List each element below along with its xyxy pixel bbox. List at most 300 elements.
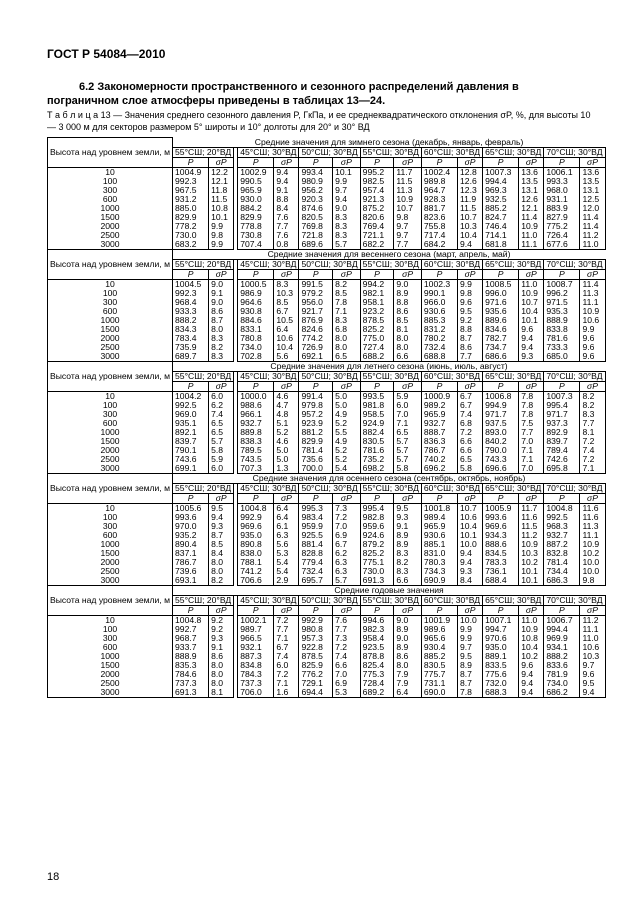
- symbol-p: P: [173, 381, 209, 391]
- value-cell: 12.6: [458, 177, 483, 186]
- value-cell: 964.7: [421, 186, 457, 195]
- value-cell: 10.4: [274, 343, 299, 352]
- value-cell: 5.0: [333, 391, 361, 401]
- value-cell: 932.7: [544, 531, 580, 540]
- value-cell: 696.6: [483, 464, 519, 474]
- value-cell: 8.2: [333, 279, 361, 289]
- value-cell: 969.3: [483, 186, 519, 195]
- symbol-sigma: σP: [333, 605, 361, 615]
- value-cell: 968.3: [544, 522, 580, 531]
- value-cell: 5.5: [333, 428, 361, 437]
- value-cell: 993.5: [360, 391, 394, 401]
- value-cell: 9.5: [580, 679, 605, 688]
- coord-header: 55°СШ; 20°ВД: [173, 483, 234, 493]
- value-cell: 11.3: [394, 186, 422, 195]
- value-cell: 884.6: [238, 316, 274, 325]
- value-cell: 7.7: [519, 428, 544, 437]
- value-cell: 12.3: [458, 186, 483, 195]
- value-cell: 8.7: [209, 316, 234, 325]
- coord-header: 70°СШ; 30°ВД: [544, 483, 605, 493]
- value-cell: 1.3: [274, 464, 299, 474]
- value-cell: 921.3: [360, 195, 394, 204]
- value-cell: 10.9: [519, 222, 544, 231]
- value-cell: 9.2: [458, 316, 483, 325]
- value-cell: 6.4: [274, 513, 299, 522]
- value-cell: 969.0: [173, 410, 209, 419]
- value-cell: 1001.9: [421, 615, 457, 625]
- value-cell: 10.4: [519, 307, 544, 316]
- value-cell: 10.9: [519, 289, 544, 298]
- value-cell: 932.7: [421, 419, 457, 428]
- value-cell: 769.8: [299, 222, 333, 231]
- value-cell: 6.0: [209, 391, 234, 401]
- value-cell: 9.1: [394, 522, 422, 531]
- value-cell: 884.2: [238, 204, 274, 213]
- value-cell: 743.3: [483, 455, 519, 464]
- value-cell: 9.1: [209, 643, 234, 652]
- value-cell: 686.6: [483, 352, 519, 362]
- value-cell: 683.2: [173, 240, 209, 250]
- symbol-sigma: σP: [580, 381, 605, 391]
- value-cell: 959.6: [360, 522, 394, 531]
- value-cell: 937.3: [544, 419, 580, 428]
- value-cell: 982.5: [360, 177, 394, 186]
- value-cell: 935.0: [238, 531, 274, 540]
- value-cell: 6.3: [333, 567, 361, 576]
- value-cell: 5.7: [394, 437, 422, 446]
- value-cell: 6.7: [333, 540, 361, 549]
- symbol-sigma: σP: [394, 493, 422, 503]
- symbol-p: P: [299, 605, 333, 615]
- value-cell: 935.2: [173, 531, 209, 540]
- value-cell: 10.3: [458, 222, 483, 231]
- height-cell: 1500: [48, 325, 173, 334]
- value-cell: 8.5: [333, 289, 361, 298]
- height-cell: 1000: [48, 540, 173, 549]
- value-cell: 8.6: [394, 652, 422, 661]
- value-cell: 11.4: [580, 279, 605, 289]
- value-cell: 11.0: [519, 279, 544, 289]
- value-cell: 965.6: [421, 634, 457, 643]
- value-cell: 7.2: [580, 455, 605, 464]
- value-cell: 7.1: [580, 464, 605, 474]
- pressure-table: [47, 137, 606, 698]
- value-cell: 780.2: [421, 334, 457, 343]
- value-cell: 10.7: [519, 298, 544, 307]
- value-cell: 6.5: [394, 428, 422, 437]
- value-cell: 9.4: [580, 688, 605, 698]
- value-cell: 5.7: [394, 446, 422, 455]
- value-cell: 979.8: [299, 401, 333, 410]
- value-cell: 833.6: [544, 661, 580, 670]
- value-cell: 840.2: [483, 437, 519, 446]
- height-header: Высота над уровнем земли, м: [48, 473, 173, 503]
- value-cell: 688.2: [360, 352, 394, 362]
- value-cell: 992.5: [173, 401, 209, 410]
- value-cell: 5.6: [274, 352, 299, 362]
- value-cell: 7.4: [580, 446, 605, 455]
- value-cell: 707.4: [238, 240, 274, 250]
- symbol-p: P: [483, 381, 519, 391]
- value-cell: 928.3: [421, 195, 457, 204]
- symbol-sigma: σP: [519, 381, 544, 391]
- value-cell: 9.9: [333, 177, 361, 186]
- value-cell: 8.3: [333, 231, 361, 240]
- value-cell: 8.0: [333, 334, 361, 343]
- value-cell: 989.4: [421, 513, 457, 522]
- value-cell: 11.4: [519, 213, 544, 222]
- value-cell: 779.4: [299, 558, 333, 567]
- value-cell: 983.4: [299, 513, 333, 522]
- value-cell: 688.8: [421, 352, 457, 362]
- value-cell: 776.2: [299, 670, 333, 679]
- value-cell: 10.9: [519, 540, 544, 549]
- value-cell: 6.8: [458, 419, 483, 428]
- value-cell: 834.5: [483, 549, 519, 558]
- value-cell: 11.6: [580, 513, 605, 522]
- value-cell: 688.3: [483, 688, 519, 698]
- value-cell: 7.4: [209, 410, 234, 419]
- value-cell: 991.4: [299, 391, 333, 401]
- value-cell: 4.6: [274, 391, 299, 401]
- value-cell: 993.4: [299, 167, 333, 177]
- value-cell: 8.0: [209, 558, 234, 567]
- value-cell: 9.9: [580, 325, 605, 334]
- value-cell: 882.4: [360, 428, 394, 437]
- value-cell: 9.4: [274, 167, 299, 177]
- value-cell: 10.6: [580, 316, 605, 325]
- value-cell: 9.6: [580, 670, 605, 679]
- value-cell: 741.2: [238, 567, 274, 576]
- value-cell: 10.0: [458, 615, 483, 625]
- height-cell: 300: [48, 186, 173, 195]
- symbol-sigma: σP: [333, 493, 361, 503]
- coord-header: 70°СШ; 30°ВД: [544, 371, 605, 381]
- value-cell: 9.9: [458, 634, 483, 643]
- value-cell: 5.0: [333, 401, 361, 410]
- value-cell: 889.1: [483, 652, 519, 661]
- value-cell: 9.8: [209, 231, 234, 240]
- value-cell: 734.4: [544, 567, 580, 576]
- value-cell: 684.2: [421, 240, 457, 250]
- value-cell: 8.4: [274, 204, 299, 213]
- value-cell: 992.3: [173, 177, 209, 186]
- value-cell: 968.4: [173, 298, 209, 307]
- value-cell: 1002.1: [238, 615, 274, 625]
- value-cell: 5.8: [458, 464, 483, 474]
- value-cell: 967.5: [173, 186, 209, 195]
- value-cell: 885.2: [421, 652, 457, 661]
- symbol-p: P: [544, 381, 580, 391]
- symbol-p: P: [544, 605, 580, 615]
- value-cell: 5.9: [209, 455, 234, 464]
- coord-header: 55°СШ; 20°ВД: [173, 147, 234, 157]
- height-cell: 600: [48, 419, 173, 428]
- value-cell: 10.0: [580, 567, 605, 576]
- coord-header: 65°СШ; 30°ВД: [483, 259, 544, 269]
- block-title: Средние значения для осеннего сезона (сентябрь, октябрь, ноябрь): [173, 473, 606, 483]
- symbol-sigma: σP: [209, 605, 234, 615]
- value-cell: 996.0: [483, 289, 519, 298]
- symbol-p: P: [483, 605, 519, 615]
- symbol-p: P: [360, 381, 394, 391]
- value-cell: 11.1: [580, 625, 605, 634]
- value-cell: 837.1: [173, 549, 209, 558]
- value-cell: 6.4: [394, 688, 422, 698]
- section-paragraph: 6.2 Закономерности пространственного и сезонного распределений давления в пограничном слое атмосферы приведены в таблицах 13—24.: [47, 81, 519, 107]
- height-cell: 3000: [48, 352, 173, 362]
- value-cell: 971.6: [483, 298, 519, 307]
- block-title-row: [48, 138, 606, 148]
- value-cell: 775.3: [360, 670, 394, 679]
- value-cell: 8.8: [394, 298, 422, 307]
- height-cell: 600: [48, 195, 173, 204]
- coord-header: 65°СШ; 30°ВД: [483, 147, 544, 157]
- value-cell: 7.2: [458, 428, 483, 437]
- value-cell: 11.4: [580, 222, 605, 231]
- value-cell: 887.2: [544, 540, 580, 549]
- value-cell: 11.6: [519, 513, 544, 522]
- value-cell: 5.0: [274, 446, 299, 455]
- value-cell: 7.6: [274, 213, 299, 222]
- height-cell: 3000: [48, 576, 173, 586]
- coord-header: 55°СШ; 20°ВД: [173, 259, 234, 269]
- value-cell: 1007.3: [483, 167, 519, 177]
- value-cell: 10.8: [519, 634, 544, 643]
- symbol-sigma: σP: [209, 493, 234, 503]
- value-cell: 775.7: [421, 670, 457, 679]
- value-cell: 8.0: [209, 661, 234, 670]
- value-cell: 989.2: [421, 401, 457, 410]
- symbol-p: P: [360, 269, 394, 279]
- symbol-sigma: σP: [333, 157, 361, 167]
- value-cell: 691.3: [360, 576, 394, 586]
- value-cell: 7.2: [274, 670, 299, 679]
- value-cell: 2.9: [274, 576, 299, 586]
- value-cell: 992.7: [173, 625, 209, 634]
- value-cell: 686.3: [544, 576, 580, 586]
- value-cell: 730.0: [173, 231, 209, 240]
- value-cell: 831.0: [421, 549, 457, 558]
- value-cell: 8.5: [274, 298, 299, 307]
- value-cell: 9.0: [209, 279, 234, 289]
- value-cell: 958.4: [360, 634, 394, 643]
- value-cell: 12.1: [519, 204, 544, 213]
- value-cell: 9.5: [458, 652, 483, 661]
- value-cell: 820.6: [360, 213, 394, 222]
- value-cell: 995.3: [299, 503, 333, 513]
- symbol-p: P: [238, 381, 274, 391]
- height-cell: 600: [48, 307, 173, 316]
- value-cell: 832.8: [544, 549, 580, 558]
- height-cell: 100: [48, 513, 173, 522]
- value-cell: 9.5: [209, 503, 234, 513]
- value-cell: 876.9: [299, 316, 333, 325]
- value-cell: 11.5: [458, 204, 483, 213]
- value-cell: 924.9: [360, 419, 394, 428]
- value-cell: 7.8: [458, 688, 483, 698]
- value-cell: 10.3: [519, 549, 544, 558]
- value-cell: 9.8: [458, 289, 483, 298]
- value-cell: 957.3: [299, 634, 333, 643]
- value-cell: 735.6: [299, 455, 333, 464]
- value-cell: 831.2: [421, 325, 457, 334]
- table-row: [48, 240, 606, 250]
- value-cell: 970.6: [483, 634, 519, 643]
- symbol-p: P: [238, 269, 274, 279]
- symbol-sigma: σP: [580, 269, 605, 279]
- table-row: [48, 576, 606, 586]
- value-cell: 995.4: [360, 503, 394, 513]
- value-cell: 888.9: [544, 316, 580, 325]
- value-cell: 8.0: [209, 670, 234, 679]
- value-cell: 824.7: [483, 213, 519, 222]
- coord-header: 60°СШ; 30°ВД: [421, 595, 482, 605]
- value-cell: 993.6: [173, 513, 209, 522]
- value-cell: 729.1: [299, 679, 333, 688]
- value-cell: 5.8: [394, 464, 422, 474]
- value-cell: 5.4: [274, 567, 299, 576]
- value-cell: 887.3: [238, 652, 274, 661]
- value-cell: 706.6: [238, 576, 274, 586]
- value-cell: 742.6: [544, 455, 580, 464]
- value-cell: 11.1: [580, 531, 605, 540]
- value-cell: 12.0: [580, 204, 605, 213]
- value-cell: 830.5: [360, 437, 394, 446]
- value-cell: 4.7: [274, 401, 299, 410]
- value-cell: 932.7: [238, 419, 274, 428]
- block-title-row: [48, 361, 606, 371]
- value-cell: 5.4: [274, 558, 299, 567]
- value-cell: 1005.6: [173, 503, 209, 513]
- height-cell: 2000: [48, 670, 173, 679]
- value-cell: 9.7: [458, 643, 483, 652]
- value-cell: 11.2: [580, 231, 605, 240]
- value-cell: 6.6: [458, 446, 483, 455]
- value-cell: 8.0: [209, 325, 234, 334]
- value-cell: 9.4: [209, 513, 234, 522]
- symbol-sigma: σP: [580, 157, 605, 167]
- value-cell: 780.8: [238, 334, 274, 343]
- table-caption: Т а б л и ц а 13 — Значения среднего сезонного давления P, ГкПа, и ее среднеквадратического отклонения σP, %, для высоты 10 — 3 000 м для секторов размером 5° широты и 10° долготы для 20° и 30° ВД: [47, 110, 591, 132]
- value-cell: 13.6: [519, 167, 544, 177]
- value-cell: 691.3: [173, 688, 209, 698]
- symbol-p: P: [299, 157, 333, 167]
- value-cell: 10.3: [580, 652, 605, 661]
- value-cell: 7.2: [580, 437, 605, 446]
- value-cell: 956.0: [299, 298, 333, 307]
- value-cell: 5.7: [333, 240, 361, 250]
- value-cell: 9.4: [519, 334, 544, 343]
- coord-header: 45°СШ; 30°ВД: [238, 483, 299, 493]
- value-cell: 5.7: [209, 437, 234, 446]
- height-cell: 2500: [48, 455, 173, 464]
- value-cell: 964.6: [238, 298, 274, 307]
- value-cell: 731.1: [421, 679, 457, 688]
- value-cell: 971.7: [483, 410, 519, 419]
- value-cell: 734.0: [544, 679, 580, 688]
- height-cell: 100: [48, 289, 173, 298]
- value-cell: 7.4: [333, 652, 361, 661]
- value-cell: 789.5: [238, 446, 274, 455]
- value-cell: 824.6: [299, 325, 333, 334]
- value-cell: 1002.9: [238, 167, 274, 177]
- value-cell: 784.6: [173, 670, 209, 679]
- height-cell: 3000: [48, 240, 173, 250]
- value-cell: 6.4: [274, 503, 299, 513]
- value-cell: 889.6: [483, 316, 519, 325]
- value-cell: 1008.7: [544, 279, 580, 289]
- symbol-sigma: σP: [458, 605, 483, 615]
- height-cell: 600: [48, 643, 173, 652]
- symbol-p: P: [544, 493, 580, 503]
- height-cell: 100: [48, 177, 173, 186]
- value-cell: 1000.0: [238, 391, 274, 401]
- value-cell: 5.6: [274, 540, 299, 549]
- value-cell: 7.8: [519, 410, 544, 419]
- value-cell: 6.5: [209, 419, 234, 428]
- value-cell: 994.9: [483, 401, 519, 410]
- value-cell: 7.4: [458, 410, 483, 419]
- value-cell: 769.4: [360, 222, 394, 231]
- value-cell: 956.2: [299, 186, 333, 195]
- value-cell: 12.1: [209, 177, 234, 186]
- value-cell: 726.4: [544, 231, 580, 240]
- value-cell: 8.6: [209, 652, 234, 661]
- value-cell: 11.0: [519, 231, 544, 240]
- value-cell: 8.8: [274, 195, 299, 204]
- value-cell: 6.7: [458, 391, 483, 401]
- value-cell: 823.6: [421, 213, 457, 222]
- value-cell: 743.5: [238, 455, 274, 464]
- value-cell: 5.2: [333, 446, 361, 455]
- value-cell: 7.3: [333, 503, 361, 513]
- value-cell: 9.4: [519, 679, 544, 688]
- value-cell: 721.8: [299, 231, 333, 240]
- value-cell: 5.3: [274, 549, 299, 558]
- value-cell: 989.8: [421, 177, 457, 186]
- value-cell: 686.2: [544, 688, 580, 698]
- value-cell: 9.3: [209, 522, 234, 531]
- value-cell: 6.8: [333, 325, 361, 334]
- value-cell: 13.6: [580, 167, 605, 177]
- value-cell: 774.2: [299, 334, 333, 343]
- value-cell: 775.0: [360, 334, 394, 343]
- value-cell: 7.7: [274, 625, 299, 634]
- value-cell: 6.5: [333, 352, 361, 362]
- value-cell: 9.0: [394, 279, 422, 289]
- value-cell: 992.9: [299, 615, 333, 625]
- value-cell: 881.4: [299, 540, 333, 549]
- value-cell: 7.6: [274, 231, 299, 240]
- value-cell: 8.0: [209, 567, 234, 576]
- value-cell: 989.7: [238, 625, 274, 634]
- height-cell: 10: [48, 503, 173, 513]
- value-cell: 5.7: [394, 455, 422, 464]
- value-cell: 692.1: [299, 352, 333, 362]
- value-cell: 8.2: [580, 401, 605, 410]
- value-cell: 937.5: [483, 419, 519, 428]
- value-cell: 10.4: [458, 522, 483, 531]
- symbol-p: P: [421, 157, 457, 167]
- value-cell: 11.5: [394, 177, 422, 186]
- value-cell: 11.1: [519, 240, 544, 250]
- value-cell: 7.1: [333, 307, 361, 316]
- value-cell: 989.6: [421, 625, 457, 634]
- value-cell: 5.1: [274, 419, 299, 428]
- value-cell: 8.3: [333, 222, 361, 231]
- value-cell: 685.0: [544, 352, 580, 362]
